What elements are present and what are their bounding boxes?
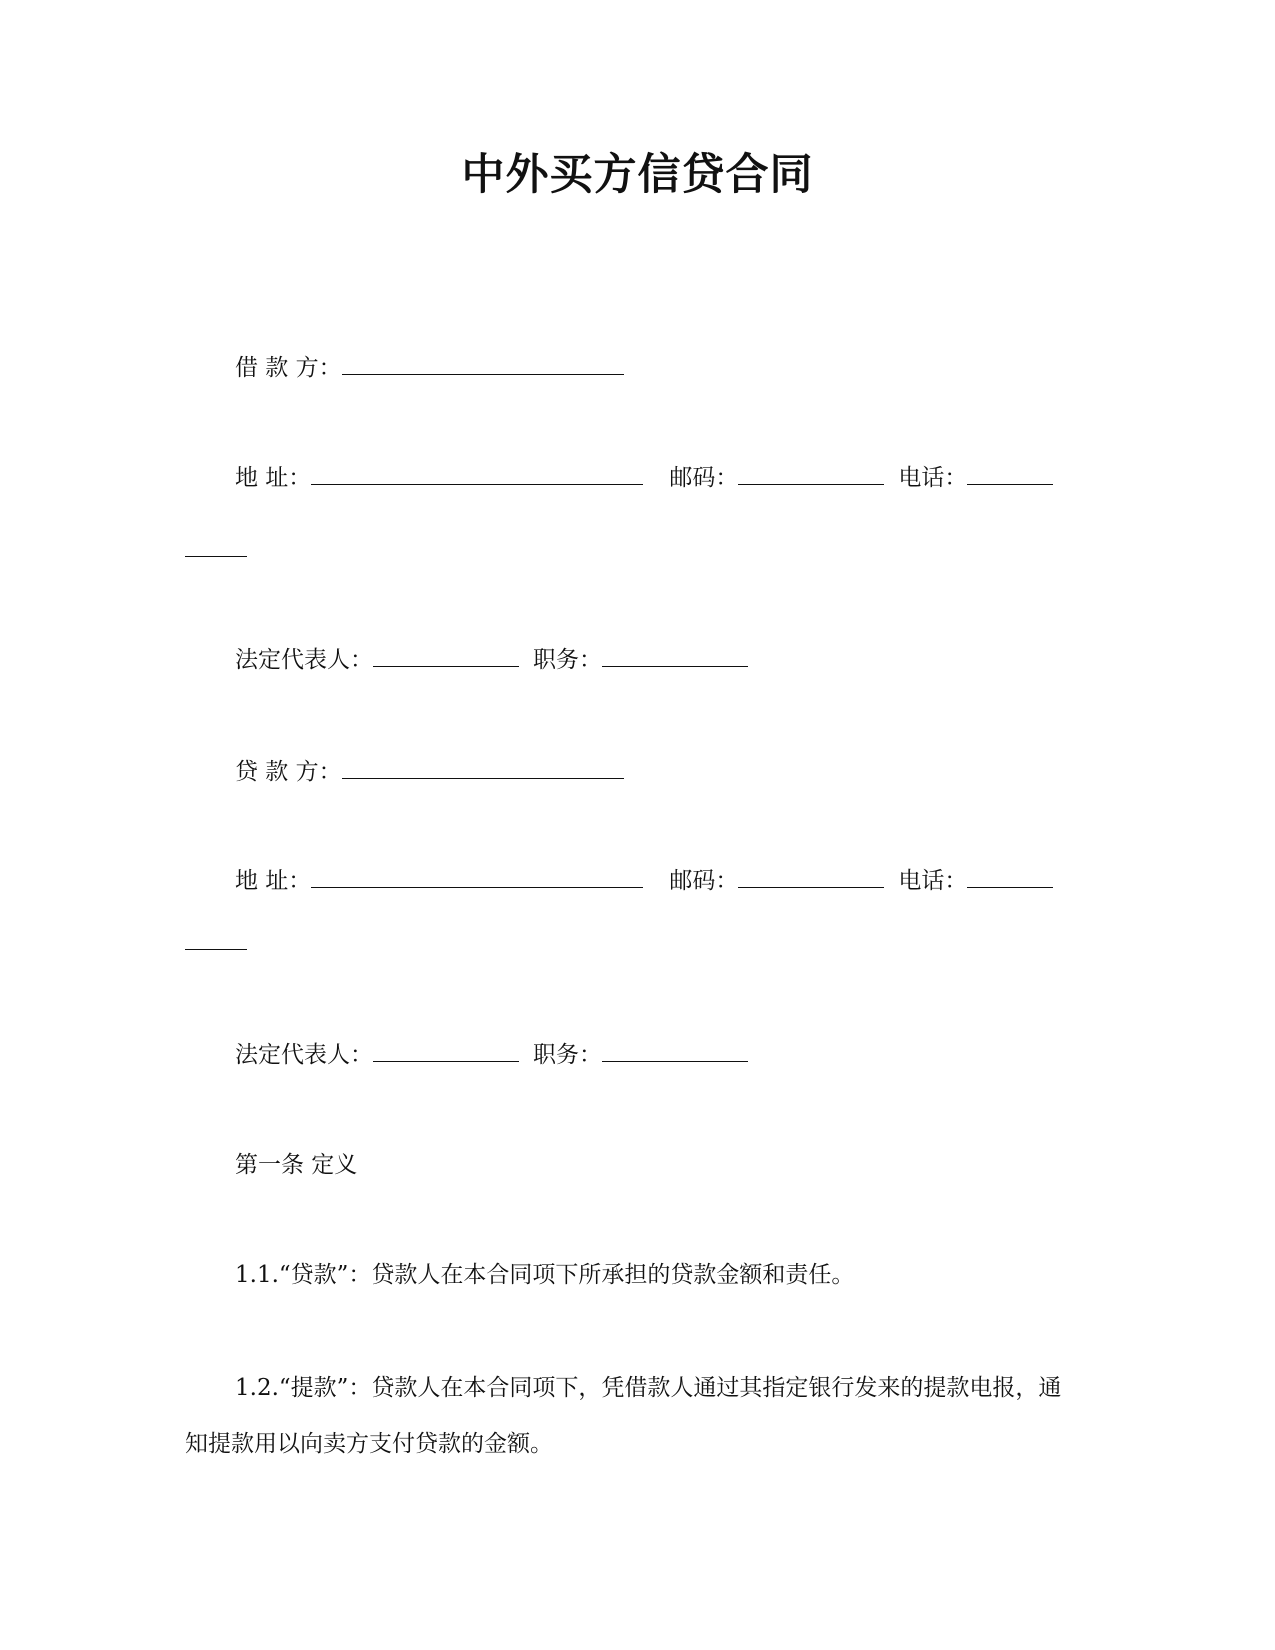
borrower-contact-line xyxy=(235,462,1053,493)
borrower-line xyxy=(235,352,624,383)
lender-phone-blank[interactable] xyxy=(967,865,1053,888)
lender-contact-line xyxy=(235,865,1053,896)
lender-rep-line xyxy=(235,1039,748,1070)
lender-phone-label: 电话： xyxy=(898,868,968,894)
lender-line xyxy=(235,756,624,787)
clause-1-2: 1.2.“提款”：贷款人在本合同项下，凭借款人通过其指定银行发来的提款电报，通知提款用以向卖方支付贷款的金额。 xyxy=(185,1375,1062,1457)
borrower-postcode-label: 邮码： xyxy=(669,465,739,491)
borrower-address-label: 地 址： xyxy=(235,465,312,491)
borrower-phone-blank-continued[interactable] xyxy=(185,555,247,557)
lender-rep-blank[interactable] xyxy=(373,1039,519,1062)
lender-label: 贷 款 方： xyxy=(235,759,342,785)
document-title: 中外买方信贷合同 xyxy=(461,150,814,200)
borrower-phone-blank[interactable] xyxy=(967,462,1053,485)
borrower-phone-label: 电话： xyxy=(898,465,968,491)
lender-address-label: 地 址： xyxy=(235,868,312,894)
borrower-title-blank[interactable] xyxy=(602,644,748,667)
borrower-blank[interactable] xyxy=(342,352,624,375)
lender-postcode-blank[interactable] xyxy=(738,865,884,888)
borrower-rep-blank[interactable] xyxy=(373,644,519,667)
lender-blank[interactable] xyxy=(342,756,624,779)
lender-postcode-label: 邮码： xyxy=(669,868,739,894)
borrower-rep-label: 法定代表人： xyxy=(235,647,373,673)
lender-address-blank[interactable] xyxy=(311,865,643,888)
lender-phone-blank-continued[interactable] xyxy=(185,948,247,950)
lender-rep-label: 法定代表人： xyxy=(235,1042,373,1068)
borrower-postcode-blank[interactable] xyxy=(738,462,884,485)
lender-title-blank[interactable] xyxy=(602,1039,748,1062)
article-1-heading: 第一条 定义 xyxy=(235,1152,358,1178)
borrower-rep-line xyxy=(235,644,748,675)
borrower-label: 借 款 方： xyxy=(235,355,342,381)
clause-1-1: 1.1.“贷款”：贷款人在本合同项下所承担的贷款金额和责任。 xyxy=(235,1262,855,1288)
borrower-title-label: 职务： xyxy=(533,647,602,673)
borrower-address-blank[interactable] xyxy=(311,462,643,485)
lender-title-label: 职务： xyxy=(533,1042,602,1068)
